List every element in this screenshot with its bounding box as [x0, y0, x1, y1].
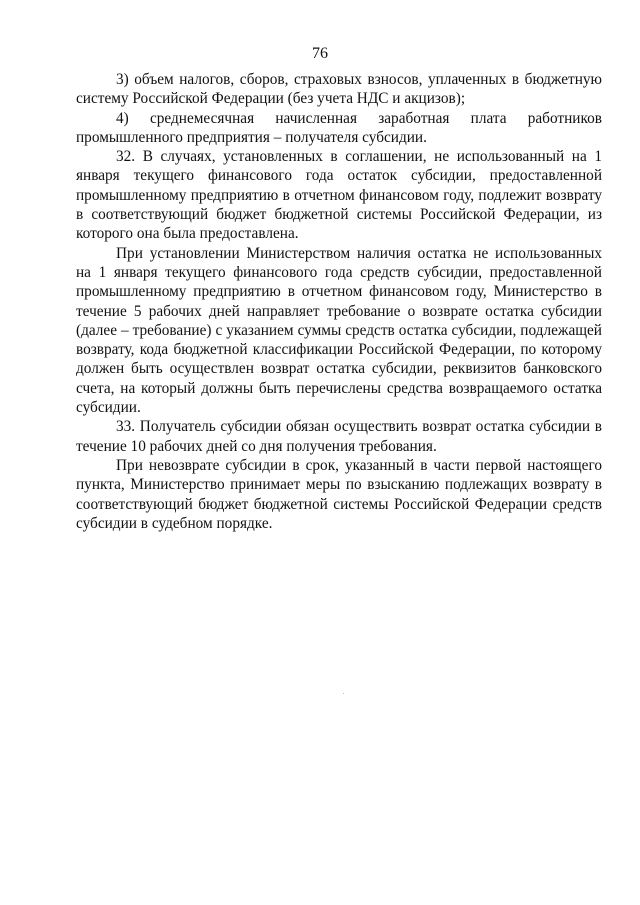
page-number: 76 — [312, 45, 328, 62]
paragraph-clause-33: 33. Получатель субсидии обязан осуществить возврат остатка субсидии в течение 10 рабочих дней со дня получения требования. — [76, 418, 602, 455]
paragraph-item-3: 3) объем налогов, сборов, страховых взносов, уплаченных в бюджетную систему Российской Федерации (без учета НДС и акцизов); — [76, 71, 602, 108]
paragraph-clause-32: 32. В случаях, установленных в соглашении, не использованный на 1 января текущего финансового года остаток субсидии, предоставленной промышленному предприятию в отчетном финансовом году, подлежит возврату в соответствующий бюджет бюджетной системы Российской Федерации, из которого она была предоставлена. — [76, 148, 602, 243]
paragraph-clause-33-recovery: При невозврате субсидии в срок, указанный в части первой настоящего пункта, Министерство принимает меры по взысканию подлежащих возврату в соответствующий бюджет бюджетной системы Российской Федерации средств субсидии в судебном порядке. — [76, 456, 602, 532]
scan-speck — [343, 693, 344, 694]
document-body — [76, 70, 602, 533]
paragraph-clause-32-requirement: При установлении Министерством наличия остатка не использованных на 1 января текущего финансового года средств субсидии, предоставленной промышленному предприятию в отчетном финансовом году, Министерство в течение 5 рабочих дней направляет требование о возврате остатка субсидии (далее – требование) с указанием суммы средств остатка субсидии, подлежащей возврату, кода бюджетной классификации Российской Федерации, по которому должен быть осуществлен возврат остатка субсидии, реквизитов банковского счета, на который должны быть перечислены средства возвращаемого остатка субсидии. — [76, 244, 602, 417]
paragraph-item-4: 4) среднемесячная начисленная заработная плата работников промышленного предприятия – получателя субсидии. — [76, 109, 602, 146]
